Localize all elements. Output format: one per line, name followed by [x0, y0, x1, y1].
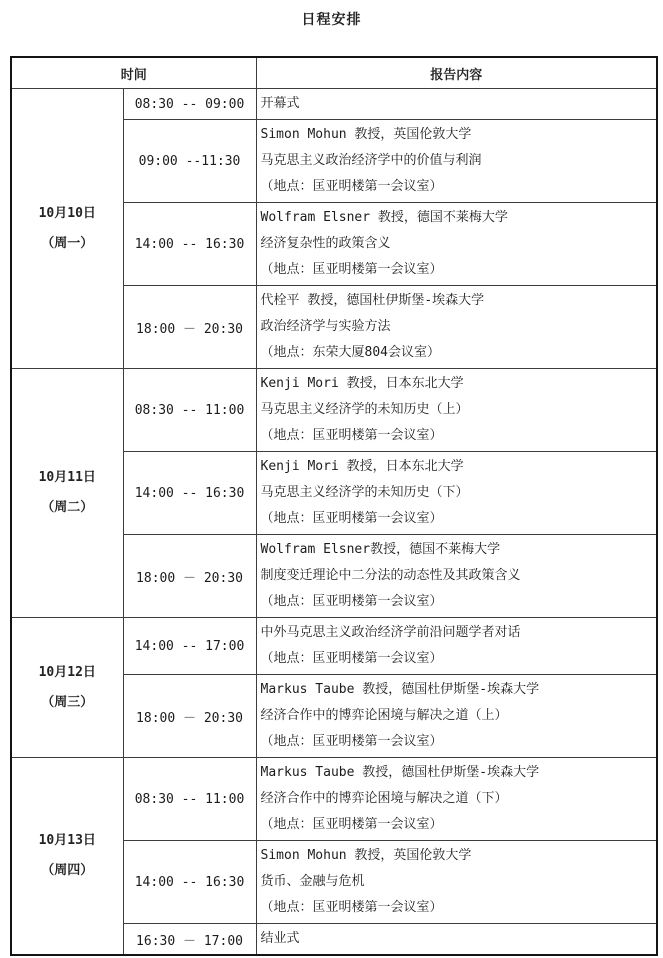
content-line: 马克思主义经济学的未知历史（上）	[260, 402, 469, 417]
page-title: 日程安排	[301, 12, 362, 28]
schedule-body	[11, 89, 657, 956]
content-line: 中外马克思主义政治经济学前沿问题学者对话	[260, 625, 521, 640]
date-line1: 10月11日	[38, 470, 96, 485]
date-line1: 10月13日	[38, 833, 96, 848]
time-cell: 18:00 － 20:30	[123, 286, 256, 369]
content-line: （地点：匡亚明楼第一会议室）	[260, 817, 443, 832]
date-cell	[11, 618, 123, 758]
date-line1: 10月12日	[38, 664, 96, 680]
content-line: Kenji Mori 教授，日本东北大学	[260, 376, 464, 391]
schedule-table	[10, 56, 658, 956]
time-cell: 08:30 -- 11:00	[123, 369, 256, 452]
time-cell: 14:00 -- 16:30	[123, 841, 256, 924]
content-line: 经济合作中的博弈论困境与解决之道（下）	[260, 791, 508, 806]
header-row	[11, 57, 657, 89]
date-line2: （周一）	[41, 235, 94, 251]
time-cell: 14:00 -- 17:00	[123, 618, 256, 675]
content-cell	[256, 675, 657, 758]
schedule-row	[11, 758, 657, 841]
schedule-row	[11, 618, 657, 675]
content-line: 马克思主义政治经济学中的价值与利润	[260, 153, 482, 168]
content-cell	[256, 286, 657, 369]
content-line: 开幕式	[260, 96, 300, 111]
content-line: 经济合作中的博弈论困境与解决之道（上）	[260, 708, 508, 723]
date-cell	[11, 89, 123, 369]
time-cell: 08:30 -- 11:00	[123, 758, 256, 841]
content-line: 代栓平 教授，德国杜伊斯堡-埃森大学	[260, 293, 485, 308]
date-line2: （周三）	[41, 694, 94, 710]
content-line: 制度变迁理论中二分法的动态性及其政策含义	[260, 568, 521, 583]
schedule-row	[11, 369, 657, 452]
time-cell: 18:00 － 20:30	[123, 675, 256, 758]
content-cell	[256, 535, 657, 618]
date-line2: （周二）	[41, 500, 94, 515]
content-line: Wolfram Elsner 教授，德国不莱梅大学	[260, 210, 508, 225]
content-line: Kenji Mori 教授，日本东北大学	[260, 459, 464, 474]
content-line: （地点：匡亚明楼第一会议室）	[260, 179, 443, 194]
time-cell: 09:00 --11:30	[123, 120, 256, 203]
content-line: Markus Taube 教授，德国杜伊斯堡-埃森大学	[260, 765, 540, 780]
content-line: 货币、金融与危机	[260, 874, 365, 889]
header-time: 时间	[11, 57, 256, 89]
content-line: （地点：匡亚明楼第一会议室）	[260, 900, 443, 915]
content-line: 政治经济学与实验方法	[260, 319, 391, 334]
content-cell	[256, 89, 657, 120]
time-cell: 08:30 -- 09:00	[123, 89, 256, 120]
content-line: 马克思主义经济学的未知历史（下）	[260, 485, 469, 500]
date-line2: （周四）	[41, 863, 94, 878]
date-cell	[11, 369, 123, 618]
time-cell: 14:00 -- 16:30	[123, 452, 256, 535]
header-content: 报告内容	[256, 57, 657, 89]
content-line: （地点：匡亚明楼第一会议室）	[260, 428, 443, 443]
content-line: （地点：东荣大厦804会议室）	[260, 345, 440, 360]
content-line: （地点：匡亚明楼第一会议室）	[260, 651, 443, 666]
content-cell	[256, 452, 657, 535]
content-cell	[256, 369, 657, 452]
content-cell	[256, 618, 657, 675]
content-line: Simon Mohun 教授，英国伦敦大学	[260, 848, 472, 863]
content-line: （地点：匡亚明楼第一会议室）	[260, 262, 443, 277]
content-line: Markus Taube 教授，德国杜伊斯堡-埃森大学	[260, 682, 540, 697]
content-line: （地点：匡亚明楼第一会议室）	[260, 511, 443, 526]
content-cell	[256, 120, 657, 203]
date-cell	[11, 758, 123, 956]
content-line: （地点：匡亚明楼第一会议室）	[260, 594, 443, 609]
content-cell	[256, 758, 657, 841]
content-line: （地点：匡亚明楼第一会议室）	[260, 734, 443, 749]
time-cell: 18:00 － 20:30	[123, 535, 256, 618]
content-cell	[256, 841, 657, 924]
schedule-header	[11, 57, 657, 89]
content-line: Simon Mohun 教授，英国伦敦大学	[260, 127, 472, 142]
schedule-row	[11, 89, 657, 120]
date-line1: 10月10日	[38, 205, 96, 221]
content-cell	[256, 203, 657, 286]
content-cell	[256, 924, 657, 956]
content-line: 结业式	[260, 931, 300, 946]
content-line: Wolfram Elsner教授，德国不莱梅大学	[260, 542, 501, 557]
time-cell: 14:00 -- 16:30	[123, 203, 256, 286]
content-line: 经济复杂性的政策含义	[260, 236, 391, 251]
time-cell: 16:30 － 17:00	[123, 924, 256, 956]
